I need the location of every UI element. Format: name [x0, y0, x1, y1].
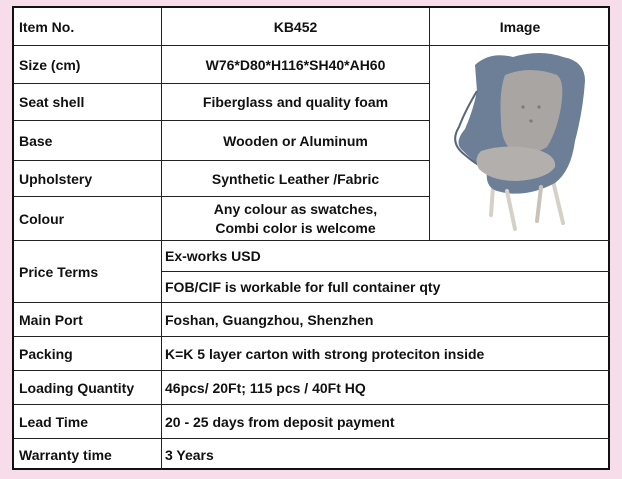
- colour-label: Colour: [14, 197, 162, 241]
- packing-value: K=K 5 layer carton with strong proteciton inside: [162, 337, 610, 371]
- main-port-value: Foshan, Guangzhou, Shenzhen: [162, 303, 610, 337]
- item-no-label: Item No.: [14, 8, 162, 46]
- price-terms-line-2: FOB/CIF is workable for full container qty: [162, 272, 610, 303]
- colour-line-2: Combi color is welcome: [215, 219, 376, 236]
- price-terms-label: Price Terms: [14, 241, 162, 303]
- loading-quantity-value: 46pcs/ 20Ft; 115 pcs / 40Ft HQ: [162, 371, 610, 405]
- size-value: W76*D80*H116*SH40*AH60: [162, 46, 430, 84]
- colour-value: [162, 197, 430, 241]
- lead-time-label: Lead Time: [14, 405, 162, 439]
- image-header: Image: [430, 8, 610, 46]
- warranty-time-label: Warranty time: [14, 439, 162, 470]
- lead-time-value: 20 - 25 days from deposit payment: [162, 405, 610, 439]
- spec-table: [12, 6, 610, 470]
- main-port-label: Main Port: [14, 303, 162, 337]
- upholstery-value: Synthetic Leather /Fabric: [162, 161, 430, 197]
- loading-quantity-label: Loading Quantity: [14, 371, 162, 405]
- colour-line-1: Any colour as swatches,: [213, 200, 378, 217]
- price-terms-line-1: Ex-works USD: [162, 241, 610, 272]
- seat-shell-label: Seat shell: [14, 84, 162, 121]
- warranty-time-value: 3 Years: [165, 446, 214, 463]
- item-no-value: KB452: [162, 8, 430, 46]
- size-label: Size (cm): [14, 46, 162, 84]
- base-value: Wooden or Aluminum: [162, 121, 430, 161]
- seat-shell-value: Fiberglass and quality foam: [162, 84, 430, 121]
- lounge-chair-icon: [435, 51, 605, 236]
- product-image: [430, 46, 610, 241]
- upholstery-label: Upholstery: [14, 161, 162, 197]
- base-label: Base: [14, 121, 162, 161]
- packing-label: Packing: [14, 337, 162, 371]
